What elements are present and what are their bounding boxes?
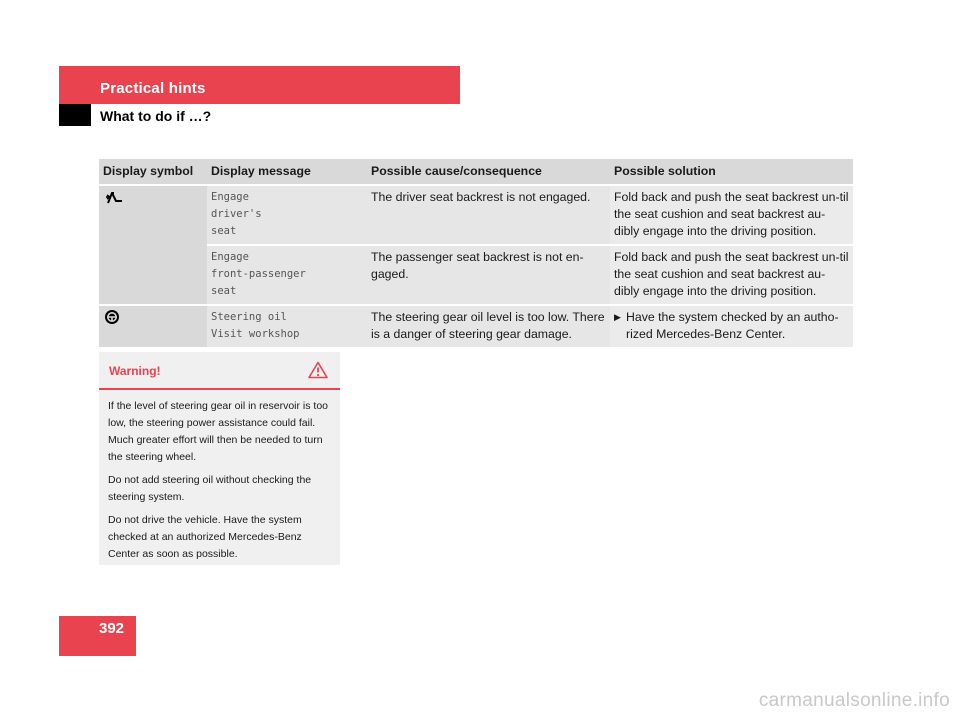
seat-backrest-icon — [103, 189, 125, 205]
table-cell-solution: Fold back and push the seat backrest un-til the seat cushion and seat backrest au-dibly engage into the driving position. — [610, 186, 853, 246]
message-line: Steering oil — [211, 311, 287, 323]
message-line: Engage — [211, 251, 249, 263]
warning-paragraph: Do not drive the vehicle. Have the system checked at an authorized Mercedes-Benz Center as soon as possible. — [108, 514, 302, 560]
message-line: front-passenger — [211, 268, 306, 280]
column-header-display-message: Display message — [207, 159, 367, 186]
column-header-possible-solution: Possible solution — [610, 159, 853, 186]
section-title: Practical hints — [100, 80, 206, 97]
table-header-row — [99, 159, 853, 186]
warning-header — [99, 352, 340, 390]
table-cell-cause: The steering gear oil level is too low. There is a danger of steering gear damage. — [367, 306, 610, 349]
table-row — [99, 246, 853, 306]
warning-title: Warning! — [109, 364, 161, 378]
table-row — [99, 306, 853, 349]
warning-paragraph: Do not add steering oil without checking the steering system. — [108, 474, 312, 503]
page-subtitle: What to do if …? — [100, 108, 212, 124]
solution-bullet-item — [614, 309, 849, 343]
bullet-arrow-icon: ▶ — [614, 312, 621, 322]
table-cell-message — [207, 186, 367, 246]
message-line: Visit workshop — [211, 328, 300, 340]
table-cell-message — [207, 306, 367, 349]
table-cell-symbol — [99, 186, 207, 306]
page-number: 392 — [99, 620, 125, 637]
solution-bullet-text: Have the system checked by an autho-rized Mercedes-Benz Center. — [626, 310, 839, 341]
header-tab-marker — [59, 104, 91, 126]
page-number-band — [59, 616, 136, 656]
message-line: Engage — [211, 191, 249, 203]
steering-oil-icon — [103, 309, 125, 325]
display-messages-table — [99, 159, 853, 349]
table-cell-solution — [610, 306, 853, 349]
table-cell-cause: The driver seat backrest is not engaged. — [367, 186, 610, 246]
warning-body — [108, 398, 334, 569]
table-cell-solution: Fold back and push the seat backrest un-til the seat cushion and seat backrest au-dibly engage into the driving position. — [610, 246, 853, 306]
message-line: seat — [211, 225, 237, 237]
table-row — [99, 186, 853, 246]
table-cell-message — [207, 246, 367, 306]
watermark-text: carmanualsonline.info — [758, 690, 950, 711]
message-line: seat — [211, 285, 237, 297]
column-header-display-symbol: Display symbol — [99, 159, 207, 186]
warning-triangle-icon — [308, 361, 328, 379]
table-cell-cause: The passenger seat backrest is not en-gaged. — [367, 246, 610, 306]
warning-paragraph: If the level of steering gear oil in reservoir is too low, the steering power assistance could fail. Much greater effort will then be needed to turn the steering wheel. — [108, 400, 329, 463]
table-cell-symbol — [99, 306, 207, 349]
warning-box — [99, 352, 340, 565]
message-line: driver's — [211, 208, 262, 220]
column-header-possible-cause: Possible cause/consequence — [367, 159, 610, 186]
